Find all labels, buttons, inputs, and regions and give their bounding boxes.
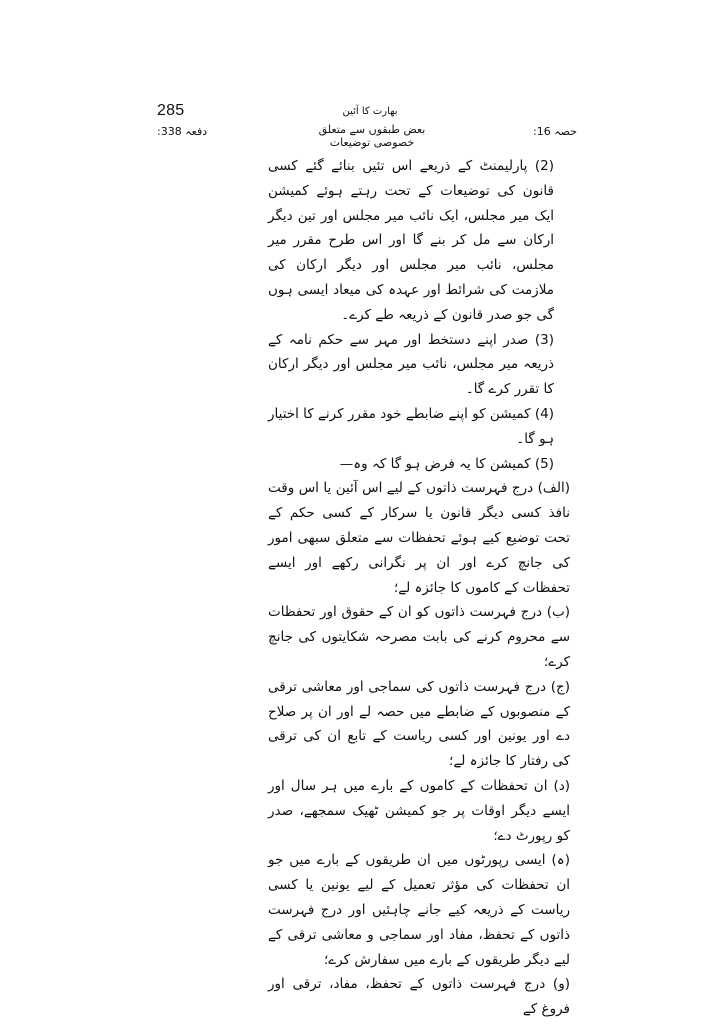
sub-clause-he: (ہ) ایسی رپورٹوں میں ان طریقوں کے بارے میں جو ان تحفظات کی مؤثر تعمیل کے لیے یونین یا کسی ریاست کے ذریعہ کیے جانے چاہئیں اور درج فہرست ذاتوں کے تحفظ، مفاد اور سماجی و معاشی ترقی کے لیے دیگر طریقوں کے بارے میں سفارش کرے؛: [268, 852, 570, 968]
sub-clause-alif: (الف) درج فہرست ذاتوں کے لیے اس آئین یا اس وقت نافذ کسی دیگر قانون یا سرکار کے کسی حکم کے تحت توضیع کیے ہوئے تحفظات سے متعلق سبھی امور کی جانچ کرے اور ان پر نگرانی رکھے اور ایسے تحفظات کے کاموں کا جائزہ لے؛: [268, 480, 570, 596]
sub-clause-dal: (د) ان تحفظات کے کاموں کے بارے میں ہر سال اور ایسے دیگر اوقات پر جو کمیشن ٹھیک سمجھے، صدر کو رپورٹ دے؛: [268, 777, 570, 844]
clause-4: (4) کمیشن کو اپنے ضابطے خود مقرر کرنے کا اختیار ہو گا۔: [268, 405, 554, 447]
clause-3: (3) صدر اپنے دستخط اور مہر سے حکم نامہ کے ذریعہ میر مجلس، نائب میر مجلس اور دیگر ارکان کا تقرر کرے گا۔: [268, 331, 554, 398]
running-header: [157, 123, 577, 149]
article-label: دفعہ 338:: [157, 125, 208, 138]
article-body: [268, 154, 570, 1022]
sub-clause-jeem: (ج) درج فہرست ذاتوں کی سماجی اور معاشی ترقی کے منصوبوں کے ضابطے میں حصہ لے اور ان پر صلاح دے اور یونین اور کسی ریاست کے تابع ان کی ترقی کی رفتار کا جائزہ لے؛: [268, 678, 570, 770]
sub-clause-wao: (و) درج فہرست ذاتوں کے تحفظ، مفاد، ترقی اور فروغ کے: [268, 976, 570, 1018]
page-number: 285: [157, 102, 185, 119]
sub-clause-be: (ب) درج فہرست ذاتوں کو ان کے حقوق اور تحفظات سے محروم کرنے کی بابت مصرحہ شکایتوں کی جانچ کرے؛: [268, 604, 570, 670]
clause-5: (5) کمیشن کا یہ فرض ہو گا کہ وہ—: [339, 455, 554, 472]
part-label: حصہ 16:: [533, 125, 577, 138]
constitution-title: بھارت کا آئین: [342, 106, 398, 117]
clause-2: (2) پارلیمنٹ کے ذریعے اس تئیں بنائے گئے کسی قانون کی توضیعات کے تحت رہتے ہوئے کمیشن ایک میر مجلس، ایک نائب میر مجلس اور تین دیگر ارکان سے مل کر بنے گا اور اس طرح مقرر میر مجلس، نائب میر مجلس اور دیگر ارکان کی ملازمت کی شرائط اور عہدہ کی میعاد ایسی ہوں گی جو صدر قانون کے ذریعہ طے کرے۔: [268, 158, 554, 323]
chapter-title: بعض طبقوں سے متعلق خصوصی توضیعات: [318, 123, 426, 149]
